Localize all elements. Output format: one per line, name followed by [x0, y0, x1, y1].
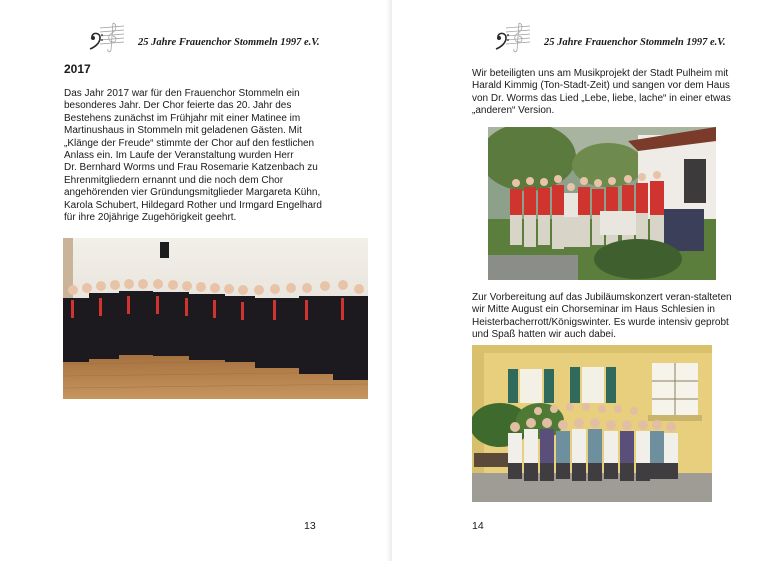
- text-line: „anderen“ Version.: [472, 105, 555, 117]
- text-line: Anlass ein. Im Laufe der Veranstaltung wurden Herr: [64, 150, 294, 162]
- choir-concert-photo: [63, 238, 368, 399]
- text-line: angehörenden vier Gründungsmitglieder Margareta Kühn,: [64, 187, 321, 199]
- paragraph: [472, 292, 732, 342]
- text-line: Dr. Bernhard Worms und Frau Rosemarie Katzenbach zu: [64, 162, 318, 174]
- text-line: von Dr. Worms das Lied „Lebe, liebe, lache“ in einer etwas: [472, 92, 731, 104]
- right-page: [392, 0, 768, 561]
- text-line: Karola Schubert, Hildegard Rother und Irmgard Engelhard: [64, 199, 322, 211]
- text-line: für ihre 20jährige Zugehörigkeit geehrt.: [64, 212, 237, 224]
- page-number: 14: [472, 520, 484, 532]
- header-title: 25 Jahre Frauenchor Stommeln 1997 e.V.: [544, 36, 726, 48]
- paragraph: [472, 68, 731, 118]
- text-line: „Klänge der Freude“ stimmte der Chor auf den festlichen: [64, 137, 315, 149]
- text-line: wir Mitte August ein Chorseminar im Haus Schlesien in: [472, 304, 715, 316]
- text-line: Heisterbacherrott/Königswinter. Es wurde intensiv geprobt: [472, 316, 729, 328]
- text-line: besonderes Jahr. Der Chor feierte das 20. Jahr des: [64, 100, 292, 112]
- text-line: Harald Kimmig (Ton-Stadt-Zeit) und sangen vor dem Haus: [472, 80, 730, 92]
- text-line: Wir beteiligten uns am Musikprojekt der Stadt Pulheim mit: [472, 68, 729, 79]
- music-clef-logo-icon: [492, 20, 532, 54]
- text-line: Bestehens zunächst im Frühjahr mit einer Matinee im: [64, 112, 301, 124]
- page-number: 13: [304, 520, 316, 532]
- music-clef-logo-icon: [86, 20, 126, 54]
- paragraph: [64, 88, 322, 224]
- text-line: Martinushaus in Stommeln mit geladenen Gästen. Mit: [64, 125, 302, 137]
- header-title: 25 Jahre Frauenchor Stommeln 1997 e.V.: [138, 36, 320, 48]
- choir-seminar-group-photo: [472, 345, 712, 502]
- year-heading: 2017: [64, 62, 91, 76]
- page-header: [492, 20, 726, 54]
- text-line: und Spaß hatten wir auch dabei.: [472, 329, 616, 341]
- text-line: Ehrenmitgliedern ernannt und die noch dem Chor: [64, 174, 284, 186]
- text-line: Zur Vorbereitung auf das Jubiläumskonzert veran-stalteten: [472, 292, 732, 303]
- outdoor-singing-photo: [488, 127, 716, 280]
- text-line: Das Jahr 2017 war für den Frauenchor Stommeln ein: [64, 88, 300, 99]
- page-header: [86, 20, 320, 54]
